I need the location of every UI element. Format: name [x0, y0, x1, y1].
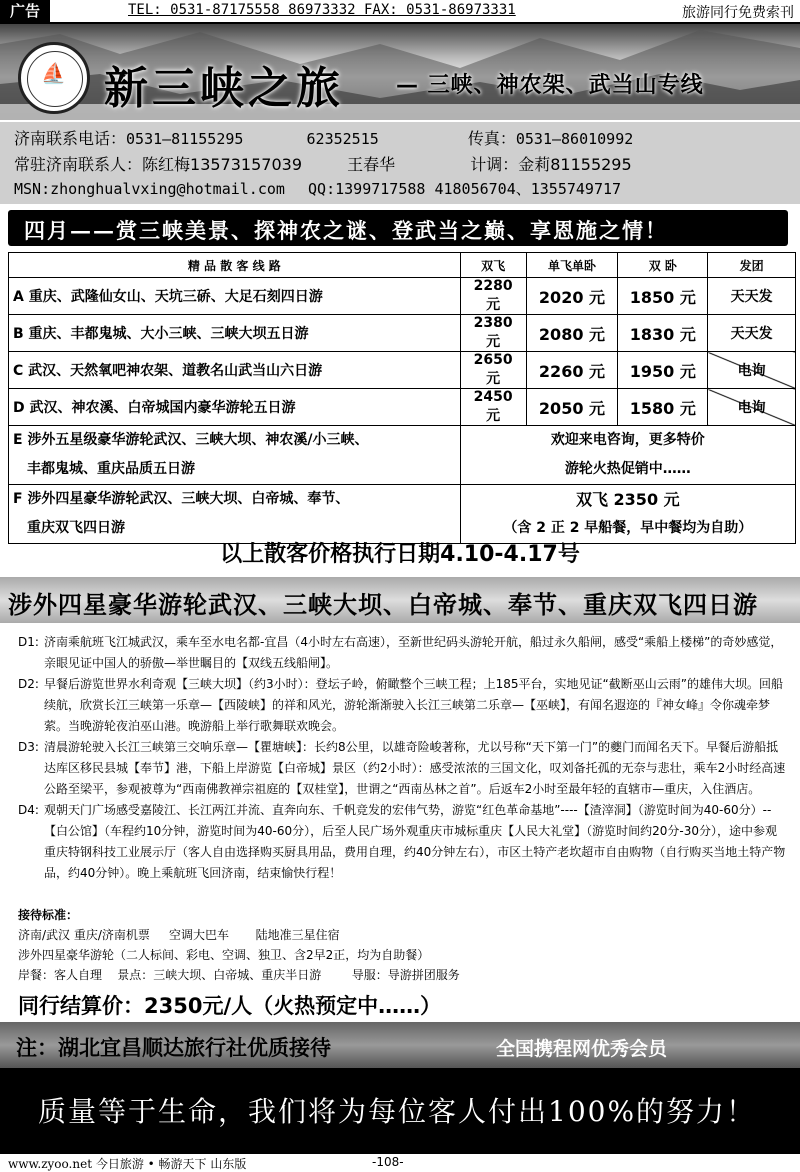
price-double-train: 1580 元: [618, 389, 708, 426]
contact-line-3: [14, 178, 621, 199]
price-double-flight: 2380 元: [460, 315, 526, 352]
departure: 电询: [708, 389, 796, 426]
table-row: [9, 315, 796, 352]
phone-2: 62352515: [306, 130, 379, 148]
top-right-text: 旅游同行免费索刊: [682, 5, 794, 21]
departure: 天天发: [708, 315, 796, 352]
day-tag: D1:: [18, 635, 39, 649]
route-name: C 武汉、天然氧吧神农架、道教名山武当山六日游: [9, 352, 461, 389]
table-row: [9, 426, 796, 485]
price-flight-train: 2260 元: [526, 352, 618, 389]
agency-logo: [18, 42, 90, 114]
table-header-row: [9, 253, 796, 278]
day-text: 早餐后游览世界水利奇观【三峡大坝】（约3小时）：登坛子岭，俯瞰整个三峡工程；上185平台，实地见证“截断巫山云雨”的雄伟大坝。回船续航，欣赏长江三峡第一乐章—【西陵峡】的祥和风光，游轮渐渐驶入长江三峡第二乐章—【巫峡】，有闻名遐迩的『神女峰』令你魂牵梦萦。当晚游轮夜泊巫山港。晚游船上举行歌舞联欢晚会。: [44, 677, 783, 733]
price-double-train: 1850 元: [618, 278, 708, 315]
day-text: 清晨游轮驶入长江三峡第三交响乐章—【瞿塘峡】：长约8公里，以雄奇险峻著称，尤以号称“天下第一门”的夔门而闻名天下。早餐后游船抵达库区移民县城【奉节】港，下船上岸游览【白帝城】景区（约2小时）：感受浓浓的三国文化，叹刘备托孤的无奈与悲壮，乘车2小时经高速公路至梁平，参观被尊为“西南佛教禅宗祖庭的【双桂堂】，世谓之“西南丛林之首”。后返车2小时至最年轻的直辖市—重庆，入住酒店。: [44, 740, 786, 796]
price-double-flight: 2650 元: [460, 352, 526, 389]
contact-line-1: [14, 126, 633, 149]
april-slogan: 四月——赏三峡美景、探神农之谜、登武当之巅、享恩施之情！: [24, 218, 668, 243]
top-bar: [0, 0, 800, 24]
price-double-train: 1830 元: [618, 315, 708, 352]
day-text: 观朝天门广场感受嘉陵江、长江两江并流、直奔向东、千帆竞发的宏伟气势，游览“红色革命基地”----【渣滓洞】（游览时间为40-60分）--【白公馆】（车程约10分钟，游览时间为40-60分），后至人民广场外观重庆市城标重庆【人民大礼堂】（游览时间约20分-30分），途中参观重庆特钢科技工业展示厅（客人自由选择购买厨具用品，费用自理，约40分钟左右），市区土特产老坎超市自由购物（自行购买当地土特产物品，约40分钟）。晚上乘航班飞回济南，结束愉快行程！: [44, 803, 786, 880]
header-double-flight: 双飞: [460, 253, 526, 278]
fax-number: 0531—86010992: [515, 130, 634, 148]
dispatch-contact: 金莉81155295: [518, 155, 632, 174]
tour-title-band: [0, 577, 800, 623]
route-note: [460, 426, 795, 485]
route-name-line-2: 重庆双飞四日游: [27, 520, 125, 536]
departure: 电询: [708, 352, 796, 389]
table-row: [9, 278, 796, 315]
itinerary-day: [18, 737, 788, 800]
quality-slogan: 质量等于生命，我们将为每位客人付出100%的努力！: [38, 1095, 757, 1128]
footer-band: [0, 1022, 800, 1068]
day-tag: D3:: [18, 740, 39, 754]
price-flight-train: 2020 元: [526, 278, 618, 315]
top-contact: TEL: 0531-87175558 86973332 FAX: 0531-86973331: [128, 2, 516, 18]
page-number: -108-: [372, 1155, 404, 1169]
banner-subtitle: — 三峡、神农架、武当山专线: [396, 73, 704, 98]
april-slogan-banner: [8, 210, 788, 246]
route-name: D 武汉、神农溪、白帝城国内豪华游轮五日游: [9, 389, 461, 426]
ad-label: 广告: [0, 0, 50, 22]
quality-banner: [0, 1068, 800, 1154]
standards-line-2: 涉外四星豪华游轮（二人标间、彩电、空调、独卫、含2早2正，均为自助餐）: [18, 948, 430, 962]
qq-numbers: QQ:1399717588 418056704、1355749717: [308, 180, 622, 198]
member-badge: 全国携程网优秀会员: [496, 1038, 668, 1060]
phone-1: 0531—81155295: [126, 130, 244, 148]
contact-block: [0, 122, 800, 204]
tour-title: 涉外四星豪华游轮武汉、三峡大坝、白帝城、奉节、重庆双飞四日游: [8, 591, 758, 619]
price-flight-train: 2050 元: [526, 389, 618, 426]
price-flight-train: 2080 元: [526, 315, 618, 352]
departure: 天天发: [708, 278, 796, 315]
route-note-line-1: 双飞 2350 元: [575, 490, 680, 509]
price-double-train: 1950 元: [618, 352, 708, 389]
standards-title: 接待标准：: [18, 908, 79, 922]
itinerary: [18, 632, 788, 884]
route-note: [460, 485, 795, 544]
ship-icon: ⛵: [41, 61, 66, 85]
phone-label: 济南联系电话：: [14, 129, 127, 148]
fax-label: 传真：: [467, 129, 516, 148]
day-text: 济南乘航班飞江城武汉，乘车至水电名都-宜昌（4小时左右高速），至新世纪码头游轮开航，船过永久船闸，感受“乘船上楼梯”的奇妙感觉，亲眼见证中国人的骄傲—举世瞩目的【双线五线船闸】。: [44, 635, 783, 670]
contact-person-2: 王春华: [347, 155, 396, 174]
routes-table: [8, 252, 796, 544]
route-name: [9, 485, 461, 544]
contact-person-label: 常驻济南联系人：: [14, 155, 143, 174]
route-name-line-1: E 涉外五星级豪华游轮武汉、三峡大坝、神农溪/小三峡、: [13, 432, 369, 448]
itinerary-day: [18, 632, 788, 674]
itinerary-day: [18, 674, 788, 737]
price-double-flight: 2450 元: [460, 389, 526, 426]
banner: [0, 24, 800, 120]
route-name: [9, 426, 461, 485]
standards-line-3: 岸餐：客人自理 景点：三峡大坝、白帝城、重庆半日游 导服：导游拼团服务: [18, 968, 460, 982]
msn-address: MSN:zhonghualvxing@hotmail.com: [14, 180, 285, 198]
price-double-flight: 2280 元: [460, 278, 526, 315]
route-name-line-2: 丰都鬼城、重庆品质五日游: [27, 461, 195, 477]
header-route: 精 品 散 客 线 路: [9, 253, 461, 278]
route-name: A 重庆、武隆仙女山、天坑三硚、大足石刻四日游: [9, 278, 461, 315]
trade-price: 同行结算价：2350元/人（火热预定中……）: [18, 994, 442, 1018]
price-valid-dates: 以上散客价格执行日期4.10-4.17号: [220, 542, 580, 567]
header-departure: 发团: [708, 253, 796, 278]
table-row: [9, 352, 796, 389]
day-tag: D2:: [18, 677, 39, 691]
table-row: [9, 389, 796, 426]
header-flight-train: 单飞单卧: [526, 253, 618, 278]
route-name: B 重庆、丰都鬼城、大小三峡、三峡大坝五日游: [9, 315, 461, 352]
header-double-train: 双 卧: [618, 253, 708, 278]
route-note-line-2: （含 2 正 2 早船餐，早中餐均为自助）: [503, 520, 753, 536]
page-footer: [0, 1154, 800, 1172]
contact-person-1: 陈红梅13573157039: [142, 155, 302, 174]
footer-site: www.zyoo.net 今日旅游 • 畅游天下 山东版: [8, 1157, 247, 1171]
banner-title: 新三峡之旅: [104, 63, 344, 114]
route-name-line-1: F 涉外四星豪华游轮武汉、三峡大坝、白帝城、奉节、: [13, 491, 350, 507]
route-note-line-2: 游轮火热促销中……: [564, 461, 691, 477]
day-tag: D4:: [18, 803, 39, 817]
route-note-line-1: 欢迎来电咨询，更多特价: [550, 432, 705, 448]
table-row: [9, 485, 796, 544]
contact-line-2: [14, 152, 632, 175]
itinerary-day: [18, 800, 788, 884]
standards-line-1: 济南/武汉 重庆/济南机票 空调大巴车 陆地准三星住宿: [18, 928, 340, 942]
operator-note: 注：湖北宜昌顺达旅行社优质接待: [16, 1036, 331, 1060]
dispatch-label: 计调：: [470, 155, 519, 174]
